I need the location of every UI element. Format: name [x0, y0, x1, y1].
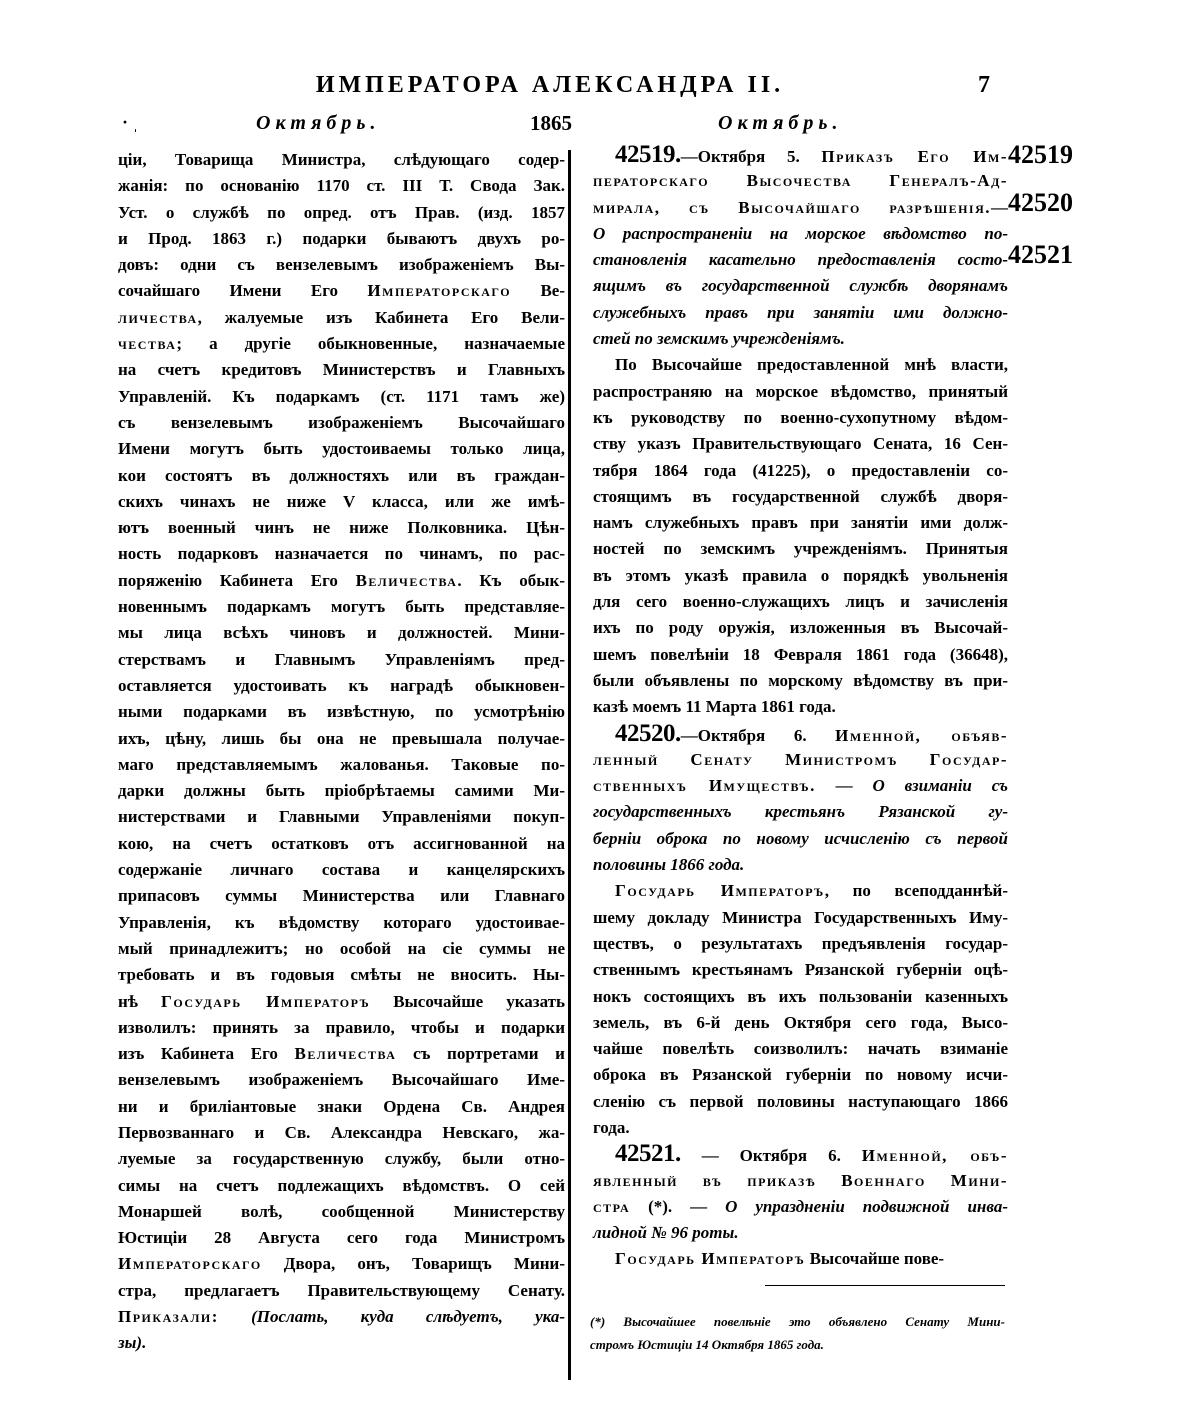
- text-run: лидной № 96 роты.: [593, 1223, 739, 1243]
- left-text-line: [118, 1094, 565, 1120]
- left-text-line: [118, 1067, 565, 1093]
- text-run: стей по земскимъ учрежденіямъ.: [593, 329, 845, 349]
- text-run: По Высочайше предоставленной мнѣ власти,: [615, 355, 1008, 375]
- text-run: содержаніе личнаго состава и канцелярскихъ: [118, 860, 565, 880]
- text-run: довъ: одни съ вензелевымъ изображеніемъ Вы-: [118, 255, 565, 275]
- text-run: О упраздненіи подвижной инва-: [725, 1196, 1009, 1216]
- right-text-line: [593, 1168, 1008, 1194]
- left-text-line: [118, 463, 565, 489]
- margin-number-42519: 42519: [1008, 140, 1073, 169]
- left-text-line: [118, 1225, 565, 1251]
- text-run: ству указъ Правительствующаго Сената, 16 Сен-: [593, 434, 1008, 454]
- text-run: Управленія, къ вѣдомству котораго удостоивае-: [118, 912, 565, 932]
- left-text-line: [118, 200, 565, 226]
- text-run: въ этомъ указѣ правила о порядкѣ увольненія: [593, 565, 1008, 585]
- right-text-line: [593, 878, 1008, 904]
- text-run: Именной, объ-: [861, 1146, 1008, 1166]
- text-run: —: [991, 197, 1008, 217]
- year: 1865: [530, 111, 572, 135]
- text-run: намъ служебныхъ правъ при занятіи ими долж-: [593, 513, 1008, 533]
- right-text-line: [593, 142, 1008, 168]
- left-text-line: [118, 594, 565, 620]
- right-text-line: [593, 536, 1008, 562]
- right-text-line: [593, 721, 1008, 747]
- text-run: ществъ, о результатахъ предъявленія государ-: [593, 933, 1008, 953]
- right-text-line: [593, 221, 1008, 247]
- text-run: шему докладу Министра Государственныхъ Иму-: [593, 907, 1008, 927]
- right-text-line: [593, 458, 1008, 484]
- left-text-line: [118, 252, 565, 278]
- left-text-line: [118, 1015, 565, 1041]
- text-run: казѣ моемъ 11 Марта 1861 года.: [593, 697, 836, 717]
- text-run: Первозваннаго и Св. Александра Невскаго, жа-: [118, 1122, 565, 1142]
- right-text-line: [593, 326, 1008, 352]
- right-text-line: [593, 1194, 1008, 1220]
- right-text-line: [593, 405, 1008, 431]
- left-text-line: [118, 1330, 565, 1356]
- left-text-line: [118, 568, 565, 594]
- text-run: маго представляемымъ жалованья. Таковые по-: [118, 754, 565, 774]
- text-run: оставляется удостоивать къ наградѣ обыкновен-: [118, 675, 565, 695]
- left-text-line: [118, 331, 565, 357]
- left-column: [118, 147, 565, 1357]
- text-run: мы лица всѣхъ чиновъ и должностей. Мини-: [118, 623, 565, 643]
- text-run: берніи оброка по новому исчисленію съ первой: [593, 828, 1008, 848]
- left-text-line: [118, 489, 565, 515]
- left-text-line: [118, 1199, 565, 1225]
- text-run: половины 1866 года.: [593, 855, 745, 875]
- text-run: дарки должны быть пріобрѣтаемы самими Ми-: [118, 781, 565, 801]
- left-text-line: [118, 1120, 565, 1146]
- text-run: ными подарками въ извѣстную, по усмотрѣнію: [118, 702, 565, 722]
- text-run: луемые за государственную службу, были отно-: [118, 1149, 565, 1169]
- text-run: ціи, Товарища Министра, слѣдующаго содер-: [118, 150, 565, 169]
- text-run: явленный въ приказѣ Военнаго Мини-: [593, 1170, 1008, 1190]
- text-run: (Послать, куда слѣдуетъ, ука-: [251, 1307, 565, 1327]
- right-text-line: [593, 747, 1008, 773]
- left-text-line: [118, 936, 565, 962]
- left-text-line: [118, 831, 565, 857]
- right-text-line: [593, 1220, 1008, 1246]
- margin-number-42520: 42520: [1008, 188, 1073, 217]
- text-run: Имени могутъ быть удостоиваемы только лица,: [118, 439, 565, 459]
- column-divider: [568, 150, 571, 1380]
- text-run: О взиманіи съ: [872, 776, 1008, 796]
- left-text-line: [118, 515, 565, 541]
- right-text-line: [593, 1246, 1008, 1272]
- right-text-line: [593, 168, 1008, 194]
- right-text-line: [593, 694, 1008, 720]
- decree-number: 42519.: [615, 141, 681, 168]
- text-run: ихъ по роду оружія, изложенныя въ Высочай-: [593, 618, 1008, 638]
- text-run: стерствамъ и Главнымъ Управленіямъ пред-: [118, 649, 565, 669]
- left-text-line: [118, 699, 565, 725]
- left-text-line: [118, 278, 565, 304]
- text-run: служебныхъ правъ при занятіи ими должно-: [593, 302, 1008, 322]
- text-run: кою, на счетъ остатковъ отъ ассигнованной на: [118, 833, 565, 853]
- text-run: и Прод. 1863 г.) подарки бываютъ двухъ ро-: [118, 228, 565, 248]
- text-run: нокъ состоящихъ въ ихъ пользованіи казенныхъ: [593, 986, 1008, 1006]
- text-run: Государь Императоръ: [615, 881, 825, 901]
- text-run: стра: [593, 1196, 631, 1216]
- right-text-line: [593, 905, 1008, 931]
- text-run: земель, въ 6-й день Октября сего года, Высо-: [593, 1012, 1008, 1032]
- text-run: кои состоятъ въ должностяхъ или въ граждан-: [118, 465, 565, 485]
- footnote-rule: [765, 1285, 1005, 1286]
- left-text-line: [118, 989, 565, 1015]
- right-text-line: [593, 826, 1008, 852]
- text-run: Величества: [294, 1044, 397, 1064]
- text-run: къ руководству по военно-сухопутному вѣдом-: [593, 407, 1008, 427]
- right-text-line: [593, 379, 1008, 405]
- right-text-line: [593, 484, 1008, 510]
- text-run: ственнымъ крестьянамъ Рязанской губерніи оцѣ-: [593, 960, 1008, 980]
- right-text-line: [593, 1010, 1008, 1036]
- right-text-line: [593, 247, 1008, 273]
- text-run: скихъ чинахъ не ниже V класса, или же имѣ-: [118, 491, 565, 511]
- text-run: —Октября 5.: [680, 147, 822, 166]
- text-run: года.: [593, 1117, 630, 1137]
- left-text-line: [118, 1251, 565, 1277]
- text-run: изволилъ: принять за правило, чтобы и подарки: [118, 1017, 565, 1037]
- right-text-line: [593, 1062, 1008, 1088]
- text-run: Высочайше пове-: [805, 1249, 945, 1269]
- left-text-line: [118, 357, 565, 383]
- text-run: сочайшаго Имени Его: [118, 281, 368, 301]
- text-run: ность подарковъ назначается по чинамъ, по рас-: [118, 544, 565, 564]
- text-run: оброка въ Рязанской губерніи по новому исчи-: [593, 1065, 1008, 1085]
- left-text-line: [118, 226, 565, 252]
- text-run: мирала, съ Высочайшаго разрѣшенія.: [593, 197, 991, 217]
- running-header-title: ИМПЕРАТОРА АЛЕКСАНДРА II.: [315, 72, 785, 98]
- text-run: О распространеніи на морское вѣдомство по-: [593, 223, 1008, 243]
- text-run: нѣ: [118, 991, 162, 1011]
- text-run: —Октября 6.: [680, 725, 836, 745]
- left-text-line: [118, 910, 565, 936]
- right-text-line: [593, 615, 1008, 641]
- text-run: изъ Кабинета Его: [118, 1044, 295, 1064]
- text-run: ленный Сенату Министромъ Государ-: [593, 749, 1008, 769]
- text-run: новеннымъ подаркамъ могутъ быть представляе-: [118, 597, 565, 617]
- right-text-line: [593, 1141, 1008, 1167]
- page-number: 7: [978, 72, 990, 98]
- text-run: распространяю на морское вѣдомство, принятый: [593, 381, 1008, 401]
- left-text-line: [118, 673, 565, 699]
- text-run: требовать и въ годовыя смѣты не вносить. Ны-: [118, 965, 565, 985]
- right-text-line: [593, 589, 1008, 615]
- right-text-line: [593, 642, 1008, 668]
- footnote-line: (*) Высочайшее повелѣніе это объявлено Сенату Мини-: [590, 1314, 1005, 1329]
- text-run: поряженію Кабинета Его: [118, 570, 356, 590]
- text-run: —: [815, 776, 873, 796]
- text-run: ностей по земскимъ учрежденіямъ. Принятыя: [593, 539, 1008, 559]
- left-text-line: [118, 541, 565, 567]
- month-right: Октябрь.: [718, 112, 843, 134]
- left-text-line: [118, 305, 565, 331]
- text-run: [219, 1307, 251, 1326]
- right-text-line: [593, 799, 1008, 825]
- text-run: Именной, объяв-: [835, 725, 1008, 745]
- left-text-line: [118, 804, 565, 830]
- text-run: припасовъ суммы Министерства или Главнаго: [118, 886, 565, 906]
- text-run: тября 1864 года (41225), о предоставленіи со-: [593, 460, 1008, 480]
- text-run: ператорскаго Высочества Генералъ-Ад-: [593, 171, 1008, 191]
- right-text-line: [593, 852, 1008, 878]
- text-run: для сего военно-служащихъ лицъ и зачисленія: [593, 592, 1008, 612]
- left-text-line: [118, 147, 565, 173]
- left-text-line: [118, 778, 565, 804]
- text-run: Уст. о службѣ по опред. отъ Прав. (изд. 1857: [118, 202, 565, 222]
- text-run: Высочайше указать: [370, 991, 565, 1011]
- text-run: Управленій. Къ подаркамъ (ст. 1171 тамъ же): [118, 386, 565, 406]
- right-text-line: [593, 510, 1008, 536]
- right-text-line: [593, 431, 1008, 457]
- text-run: съ портретами и: [396, 1044, 565, 1064]
- text-run: чайше повелѣть соизволилъ: начать взиманіе: [593, 1039, 1008, 1059]
- left-text-line: [118, 647, 565, 673]
- text-run: стра, предлагаетъ Правительствующему Сенату.: [118, 1280, 565, 1300]
- text-run: нистерствами и Главными Управленіями покуп-: [118, 807, 565, 827]
- text-run: симы на счетъ подлежащихъ вѣдомствъ. О сей: [118, 1175, 565, 1195]
- left-text-line: [118, 1278, 565, 1304]
- right-text-line: [593, 1115, 1008, 1141]
- text-run: Приказали:: [118, 1307, 219, 1327]
- left-text-line: [118, 384, 565, 410]
- left-text-line: [118, 752, 565, 778]
- text-run: ственныхъ Имуществъ.: [593, 776, 816, 796]
- text-run: — Октября 6.: [680, 1146, 862, 1166]
- right-text-line: [593, 273, 1008, 299]
- text-run: Ве-: [511, 281, 566, 301]
- text-run: съ вензелевымъ изображеніемъ Высочайшаго: [118, 412, 565, 432]
- text-run: Юстиціи 28 Августа сего года Министромъ: [118, 1228, 565, 1248]
- right-text-line: [593, 931, 1008, 957]
- right-column: [593, 142, 1008, 1273]
- text-run: Величества: [355, 570, 458, 590]
- month-left: Октябрь.: [256, 112, 381, 134]
- text-run: личества: [118, 307, 198, 327]
- text-run: , жалуемые изъ Кабинета Его Вели-: [197, 307, 565, 327]
- left-text-line: [118, 173, 565, 199]
- text-run: жанія: по основанію 1170 ст. III Т. Свода Зак.: [118, 176, 565, 196]
- text-run: ихъ, цѣну, лишь бы она не превышала получае-: [118, 728, 565, 748]
- text-run: Двора, онъ, Товарищъ Мини-: [261, 1254, 565, 1274]
- left-text-line: [118, 620, 565, 646]
- decree-number: 42521.: [615, 1140, 681, 1168]
- left-text-line: [118, 410, 565, 436]
- left-text-line: [118, 726, 565, 752]
- margin-number-42521: 42521: [1008, 240, 1073, 269]
- text-run: вензелевымъ изображеніемъ Высочайшаго Име-: [118, 1070, 565, 1090]
- left-text-line: [118, 1041, 565, 1067]
- text-run: были объявлены по морскому вѣдомству въ при-: [593, 670, 1008, 690]
- left-text-line: [118, 857, 565, 883]
- right-text-line: [593, 957, 1008, 983]
- right-text-line: [593, 984, 1008, 1010]
- text-run: ютъ военный чинъ не ниже Полковника. Цѣн-: [118, 518, 565, 538]
- right-text-line: [593, 773, 1008, 799]
- text-run: шемъ повелѣніи 18 Февраля 1861 года (36648),: [593, 644, 1008, 664]
- text-run: чества: [118, 334, 177, 354]
- footnote-line: стромъ Юстиціи 14 Октября 1865 года.: [590, 1337, 824, 1352]
- right-text-line: [593, 1036, 1008, 1062]
- right-text-line: [593, 352, 1008, 378]
- left-text-line: [118, 1146, 565, 1172]
- right-text-line: [593, 300, 1008, 326]
- text-run: Государь Императоръ: [161, 991, 371, 1011]
- left-text-line: [118, 1304, 565, 1330]
- text-run: Государь Императоръ: [615, 1249, 806, 1269]
- text-run: (*). —: [630, 1196, 726, 1216]
- text-run: государственныхъ крестьянъ Рязанской гу-: [593, 802, 1008, 822]
- text-run: на счетъ кредитовъ Министерствъ и Главныхъ: [118, 360, 565, 380]
- text-run: ни и бриліантовые знаки Ордена Св. Андрея: [118, 1096, 565, 1116]
- left-text-line: [118, 962, 565, 988]
- right-text-line: [593, 563, 1008, 589]
- text-run: Приказъ Его Им-: [821, 147, 1008, 166]
- text-run: стоящимъ въ государственной службѣ дворя-: [593, 486, 1008, 506]
- right-text-line: [593, 668, 1008, 694]
- right-text-line: [593, 195, 1008, 221]
- text-run: . Къ обык-: [457, 570, 565, 590]
- text-run: Императорскаго: [118, 1254, 262, 1274]
- text-run: становленія касательно предоставленія состо-: [593, 250, 1008, 270]
- text-run: Императорскаго: [367, 281, 512, 301]
- left-text-line: [118, 436, 565, 462]
- right-text-line: [593, 1089, 1008, 1115]
- text-run: ящимъ въ государственной службѣ дворянамъ: [593, 276, 1008, 296]
- text-run: , по всеподданнѣй-: [824, 881, 1008, 901]
- print-marks: · ˌ: [122, 112, 139, 132]
- text-run: сленію съ первой половины наступающаго 1866: [593, 1091, 1008, 1111]
- decree-number: 42520.: [615, 719, 681, 747]
- left-text-line: [118, 1173, 565, 1199]
- text-run: зы).: [118, 1333, 147, 1353]
- text-run: Монаршей волѣ, сообщенной Министерству: [118, 1201, 565, 1221]
- text-run: ; а другіе обыкновенные, назначаемые: [176, 334, 565, 354]
- text-run: мый принадлежитъ; но особой на сіе суммы не: [118, 938, 565, 958]
- left-text-line: [118, 883, 565, 909]
